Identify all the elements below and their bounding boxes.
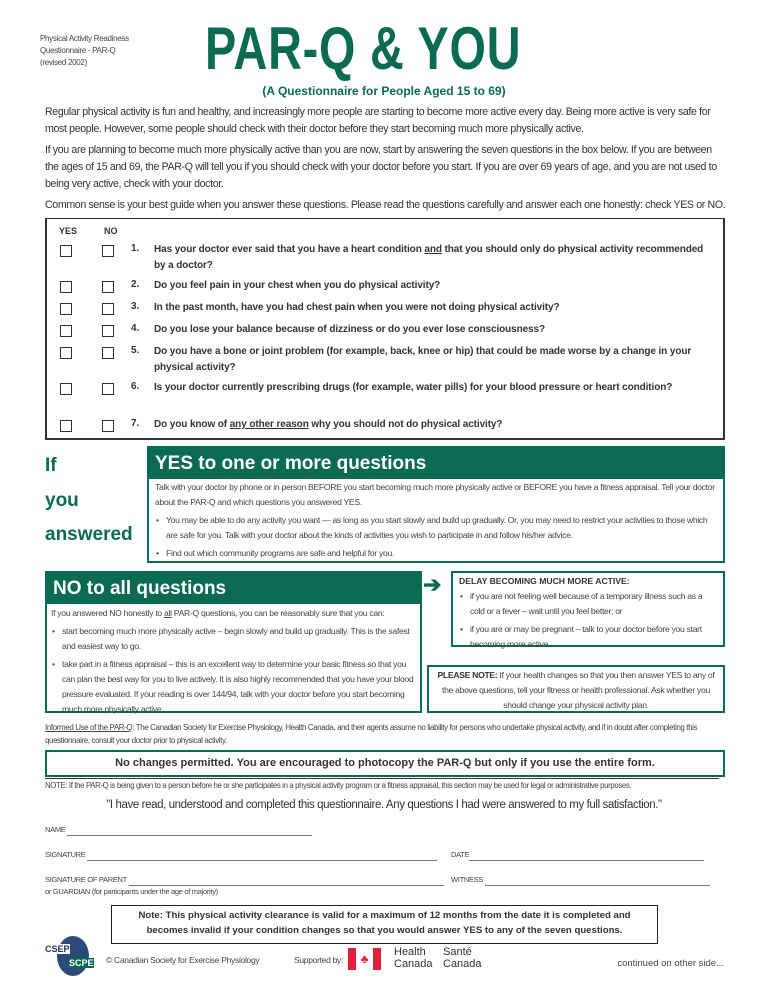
yes-column-header: YES <box>59 226 78 236</box>
question-text: Is your doctor currently prescribing drugs (for example, water pills) for your blood pressure or heart condition? <box>154 382 673 393</box>
question-number: 5. <box>131 345 140 356</box>
yes-checkbox[interactable] <box>60 420 72 432</box>
no-column-header: NO <box>104 226 118 236</box>
question-text: In the past month, have you had chest pain when you were not doing physical activity? <box>154 302 560 313</box>
no-checkbox[interactable] <box>102 383 114 395</box>
if-label: If <box>45 455 57 476</box>
no-checkbox[interactable] <box>102 420 114 432</box>
guardian-note: or GUARDIAN (for participants under the age of majority) <box>45 887 218 896</box>
please-note-text: If your health changes so that you then answer YES to any of the above questions, tell your fitness or health professional. Ask whether you should change your physical activity plan. <box>441 670 715 710</box>
meta-line: (revised 2002) <box>40 58 87 67</box>
question-text: Has your doctor ever said that you have a heart condition and that you should only do physical activity recommended by a doctor? <box>154 244 704 271</box>
meta-line: Physical Activity Readiness <box>40 34 129 43</box>
name-field[interactable]: NAME <box>45 824 312 836</box>
yes-checkbox[interactable] <box>60 245 72 257</box>
csep-logo: CSEP SCPE <box>45 936 105 980</box>
yes-checkbox[interactable] <box>60 325 72 337</box>
no-box-title: NO to all questions <box>47 573 420 604</box>
canada-flag-icon: ♣ <box>348 948 381 970</box>
question-text: Do you feel pain in your chest when you do physical activity? <box>154 280 441 291</box>
question-number: 6. <box>131 381 140 392</box>
informed-use: Informed Use of the PAR-Q: The Canadian Society for Exercise Physiology, Health Canada, and their agents assume no liability for persons who undertake physical activity, and if in doubt after completing this questionnaire, consult your doctor prior to physical activity. <box>45 723 698 745</box>
declaration: "I have read, understood and completed this questionnaire. Any questions I had were answered to my full satisfaction." <box>106 799 662 811</box>
yes-box <box>147 446 725 563</box>
questions-box <box>45 218 725 440</box>
intro <box>45 104 727 214</box>
no-checkbox[interactable] <box>102 281 114 293</box>
no-checkbox[interactable] <box>102 303 114 315</box>
continued-note: continued on other side... <box>617 958 724 969</box>
legal-note: NOTE: If the PAR-Q is being given to a person before he or she participates in a physical activity program or a fitness appraisal, this section may be used for legal or administrative purposes. <box>45 781 632 790</box>
no-checkbox[interactable] <box>102 347 114 359</box>
delay-bullet: • if you are or may be pregnant – talk to your doctor before you start becoming more active. <box>459 622 717 652</box>
yes-checkbox[interactable] <box>60 383 72 395</box>
page-subtitle: (A Questionnaire for People Aged 15 to 69) <box>262 84 506 98</box>
date-field[interactable]: DATE <box>451 849 704 861</box>
no-box-intro: If you answered NO honestly to all PAR-Q questions, you can be reasonably sure that you can: <box>51 608 385 618</box>
delay-title: DELAY BECOMING MUCH MORE ACTIVE: <box>459 576 630 586</box>
no-box <box>45 571 422 713</box>
question-number: 1. <box>131 243 140 254</box>
answered-label: answered <box>45 524 133 545</box>
delay-bullet: • if you are not feeling well because of a temporary illness such as a cold or a fever – wait until you feel better; or <box>459 589 717 619</box>
please-note-label: PLEASE NOTE: <box>437 670 498 680</box>
sante-canada-fr: Santé Canada <box>443 946 482 970</box>
you-label: you <box>45 490 79 511</box>
yes-checkbox[interactable] <box>60 281 72 293</box>
please-note-box <box>427 665 725 713</box>
question-number: 2. <box>131 279 140 290</box>
health-canada-en: Health Canada <box>394 946 433 970</box>
yes-checkbox[interactable] <box>60 303 72 315</box>
delay-box <box>451 571 725 647</box>
divider <box>45 778 719 779</box>
form-meta <box>40 33 129 69</box>
witness-field[interactable]: WITNESS <box>451 874 710 886</box>
parent-signature-field[interactable]: SIGNATURE OF PARENT or GUARDIAN (for participants under the age of majority) <box>45 874 444 898</box>
question-text: Do you have a bone or joint problem (for example, back, knee or hip) that could be made worse by a change in your physical activity? <box>154 346 692 373</box>
supported-by: Supported by: <box>294 955 344 965</box>
question-text: Do you lose your balance because of dizziness or do you ever lose consciousness? <box>154 324 546 335</box>
yes-box-title: YES to one or more questions <box>149 448 723 479</box>
no-checkbox[interactable] <box>102 245 114 257</box>
yes-bullet: • Find out which community programs are safe and helpful for you. <box>155 546 717 561</box>
question-number: 3. <box>131 301 140 312</box>
copyright: © Canadian Society for Exercise Physiology <box>106 955 260 965</box>
meta-line: Questionnaire - PAR-Q <box>40 46 116 55</box>
yes-box-text: Talk with your doctor by phone or in person BEFORE you start becoming much more physically active or BEFORE you have a fitness appraisal. Tell your doctor about the PAR-Q and which questions you answered YES. <box>155 482 715 507</box>
no-changes-banner: No changes permitted. You are encouraged to photocopy the PAR-Q but only if you use the entire form. <box>45 750 725 777</box>
arrow-right-icon: ➔ <box>423 572 442 597</box>
yes-bullet: • You may be able to do any activity you want — as long as you start slowly and build up gradually. Or, you may need to restrict your activities to those which are safe for you. Talk with your doctor about the kinds of activities you wish to participate in and follow his/her advice. <box>155 513 717 543</box>
validity-note: Note: This physical activity clearance is valid for a maximum of 12 months from the date it is completed and becomes invalid if your condition changes so that you would answer YES to any of the seven questions. <box>111 905 658 944</box>
no-bullet: • start becoming much more physically active – begin slowly and build up gradually. This is the safest and easiest way to go. <box>51 624 416 654</box>
intro-paragraph: If you are planning to become much more physically active than you are now, start by answering the seven questions in the box below. If you are between the ages of 15 and 69, the PAR-Q will tell you if you should check with your doctor before you start. If you are over 69 years of age, and you are not used to being very active, check with your doctor. <box>45 144 717 190</box>
question-number: 4. <box>131 323 140 334</box>
question-number: 7. <box>131 418 140 429</box>
page-title: PAR-Q & YOU <box>205 15 522 82</box>
no-bullet: • take part in a fitness appraisal – this is an excellent way to determine your basic fitness so that you can plan the best way for you to live actively. It is also highly recommended that you have your blood pressure evaluated. If your reading is over 144/94, talk with your doctor before you start becoming much more physically active. <box>51 657 416 717</box>
intro-paragraph: Common sense is your best guide when you answer these questions. Please read the questions carefully and answer each one honestly: check YES or NO. <box>45 199 726 211</box>
no-checkbox[interactable] <box>102 325 114 337</box>
signature-field[interactable]: SIGNATURE <box>45 849 437 861</box>
intro-paragraph: Regular physical activity is fun and healthy, and increasingly more people are starting to become more active every day. Being more active is very safe for most people. However, some people should check with their doctor before they start becoming much more physically active. <box>45 106 711 135</box>
question-text: Do you know of any other reason why you should not do physical activity? <box>154 419 503 430</box>
yes-checkbox[interactable] <box>60 347 72 359</box>
